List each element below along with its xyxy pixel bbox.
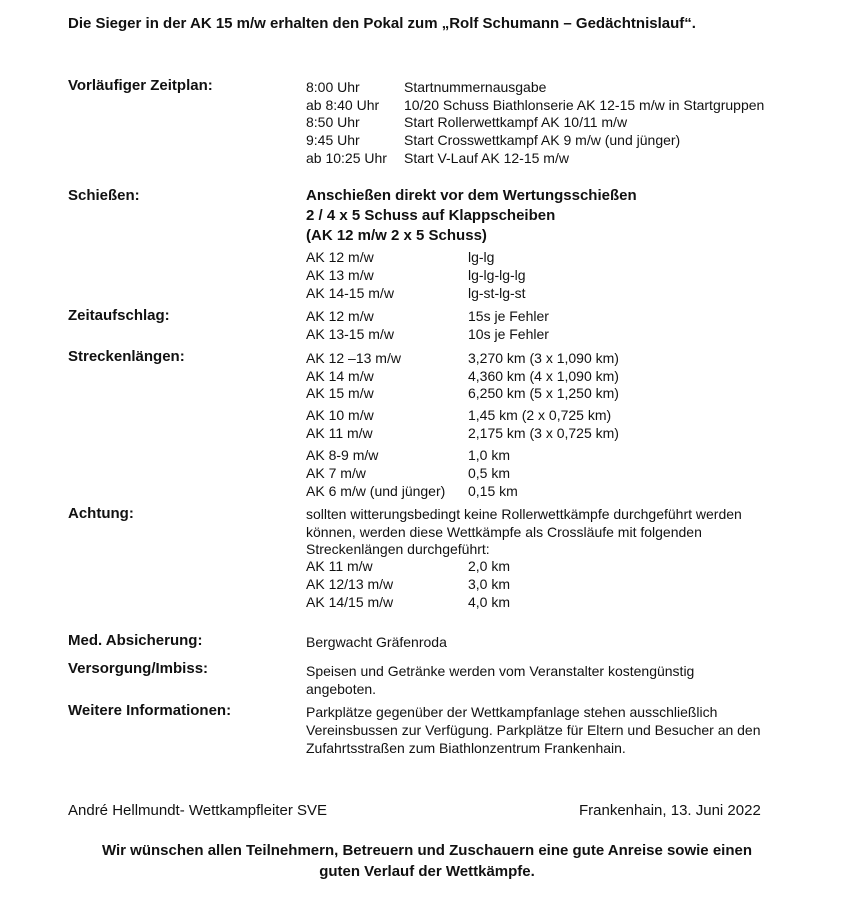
signature-name: André Hellmundt- Wettkampfleiter SVE <box>68 802 327 819</box>
zeitaufschlag-label: Zeitaufschlag: <box>68 307 170 324</box>
strecken-value: 2,175 km (3 x 0,725 km) <box>468 425 619 441</box>
strecken-value: 1,0 km <box>468 447 511 463</box>
schiessen-ak: AK 13 m/w <box>306 267 374 283</box>
strecken-ak: AK 6 m/w (und jünger) <box>306 483 446 499</box>
achtung-label: Achtung: <box>68 505 134 522</box>
strecken-label: Streckenlängen: <box>68 348 185 365</box>
achtung-ak: AK 12/13 m/w <box>306 576 394 592</box>
strecken-value: 3,270 km (3 x 1,090 km) <box>468 350 619 366</box>
strecken-value: 6,250 km (5 x 1,250 km) <box>468 385 619 401</box>
closing-line: Wir wünschen allen Teilnehmern, Betreuern und Zuschauern eine gute Anreise sowie einen <box>101 842 752 859</box>
versorgung-label: Versorgung/Imbiss: <box>68 660 209 677</box>
schiessen-value: lg-st-lg-st <box>468 285 526 301</box>
schiessen-heading-line: Anschießen direkt vor dem Wertungsschießen <box>306 187 637 204</box>
strecken-ak: AK 11 m/w <box>306 425 373 441</box>
intro-text: Die Sieger in der AK 15 m/w erhalten den Pokal zum „Rolf Schumann – Gedächtnislauf“. <box>68 15 696 32</box>
strecken-ak: AK 12 –13 m/w <box>306 350 401 366</box>
zeitplan-time: ab 10:25 Uhr <box>306 150 387 166</box>
weitere-line: Vereinsbussen zur Verfügung. Parkplätze für Eltern und Besucher an den <box>306 722 761 738</box>
zeitplan-label: Vorläufiger Zeitplan: <box>68 77 213 94</box>
zeitplan-text: Startnummernausgabe <box>404 79 547 95</box>
versorgung-line: Speisen und Getränke werden vom Veranstalter kostengünstig <box>306 663 695 679</box>
zeitaufschlag-value: 15s je Fehler <box>468 308 549 324</box>
weitere-line: Zufahrtsstraßen zum Biathlonzentrum Frankenhain. <box>306 740 626 756</box>
schiessen-value: lg-lg-lg-lg <box>468 267 526 283</box>
schiessen-heading-line: 2 / 4 x 5 Schuss auf Klappscheiben <box>306 207 556 224</box>
zeitplan-time: 8:50 Uhr <box>306 114 360 130</box>
achtung-text-line: können, werden diese Wettkämpfe als Crossläufe mit folgenden <box>306 524 702 540</box>
strecken-ak: AK 15 m/w <box>306 385 374 401</box>
achtung-value: 4,0 km <box>468 594 511 610</box>
zeitaufschlag-ak: AK 13-15 m/w <box>306 326 394 342</box>
achtung-ak: AK 14/15 m/w <box>306 594 394 610</box>
zeitplan-time: 9:45 Uhr <box>306 132 360 148</box>
strecken-value: 1,45 km (2 x 0,725 km) <box>468 407 612 423</box>
achtung-value: 3,0 km <box>468 576 511 592</box>
zeitaufschlag-ak: AK 12 m/w <box>306 308 374 324</box>
schiessen-value: lg-lg <box>468 249 495 265</box>
zeitplan-time: 8:00 Uhr <box>306 79 360 95</box>
achtung-value: 2,0 km <box>468 558 511 574</box>
zeitplan-text: 10/20 Schuss Biathlonserie AK 12-15 m/w in Startgruppen <box>404 97 765 113</box>
zeitplan-text: Start Crosswettkampf AK 9 m/w (und jünger) <box>404 132 681 148</box>
schiessen-label: Schießen: <box>68 187 140 204</box>
achtung-text-line: Streckenlängen durchgeführt: <box>306 541 490 557</box>
zeitplan-time: ab 8:40 Uhr <box>306 97 380 113</box>
zeitplan-text: Start Rollerwettkampf AK 10/11 m/w <box>404 114 628 130</box>
schiessen-heading <box>306 186 637 246</box>
med-text: Bergwacht Gräfenroda <box>306 634 447 650</box>
strecken-value: 4,360 km (4 x 1,090 km) <box>468 368 619 384</box>
signature-place-date: Frankenhain, 13. Juni 2022 <box>579 802 761 819</box>
achtung-text-line: sollten witterungsbedingt keine Rollerwettkämpfe durchgeführt werden <box>306 506 742 522</box>
weitere-line: Parkplätze gegenüber der Wettkampfanlage stehen ausschließlich <box>306 704 718 720</box>
zeitplan-text: Start V-Lauf AK 12-15 m/w <box>404 150 569 166</box>
strecken-ak: AK 8-9 m/w <box>306 447 379 463</box>
strecken-value: 0,15 km <box>468 483 518 499</box>
strecken-value: 0,5 km <box>468 465 511 481</box>
achtung-ak: AK 11 m/w <box>306 558 373 574</box>
strecken-ak: AK 10 m/w <box>306 407 374 423</box>
versorgung-line: angeboten. <box>306 681 377 697</box>
zeitaufschlag-value: 10s je Fehler <box>468 326 549 342</box>
schiessen-ak: AK 12 m/w <box>306 249 374 265</box>
schiessen-heading-line: (AK 12 m/w 2 x 5 Schuss) <box>306 227 487 244</box>
closing-line: guten Verlauf der Wettkämpfe. <box>319 863 535 880</box>
strecken-ak: AK 14 m/w <box>306 368 374 384</box>
closing-text <box>0 840 854 882</box>
med-label: Med. Absicherung: <box>68 632 203 649</box>
weitere-label: Weitere Informationen: <box>68 702 232 719</box>
strecken-ak: AK 7 m/w <box>306 465 366 481</box>
schiessen-ak: AK 14-15 m/w <box>306 285 394 301</box>
